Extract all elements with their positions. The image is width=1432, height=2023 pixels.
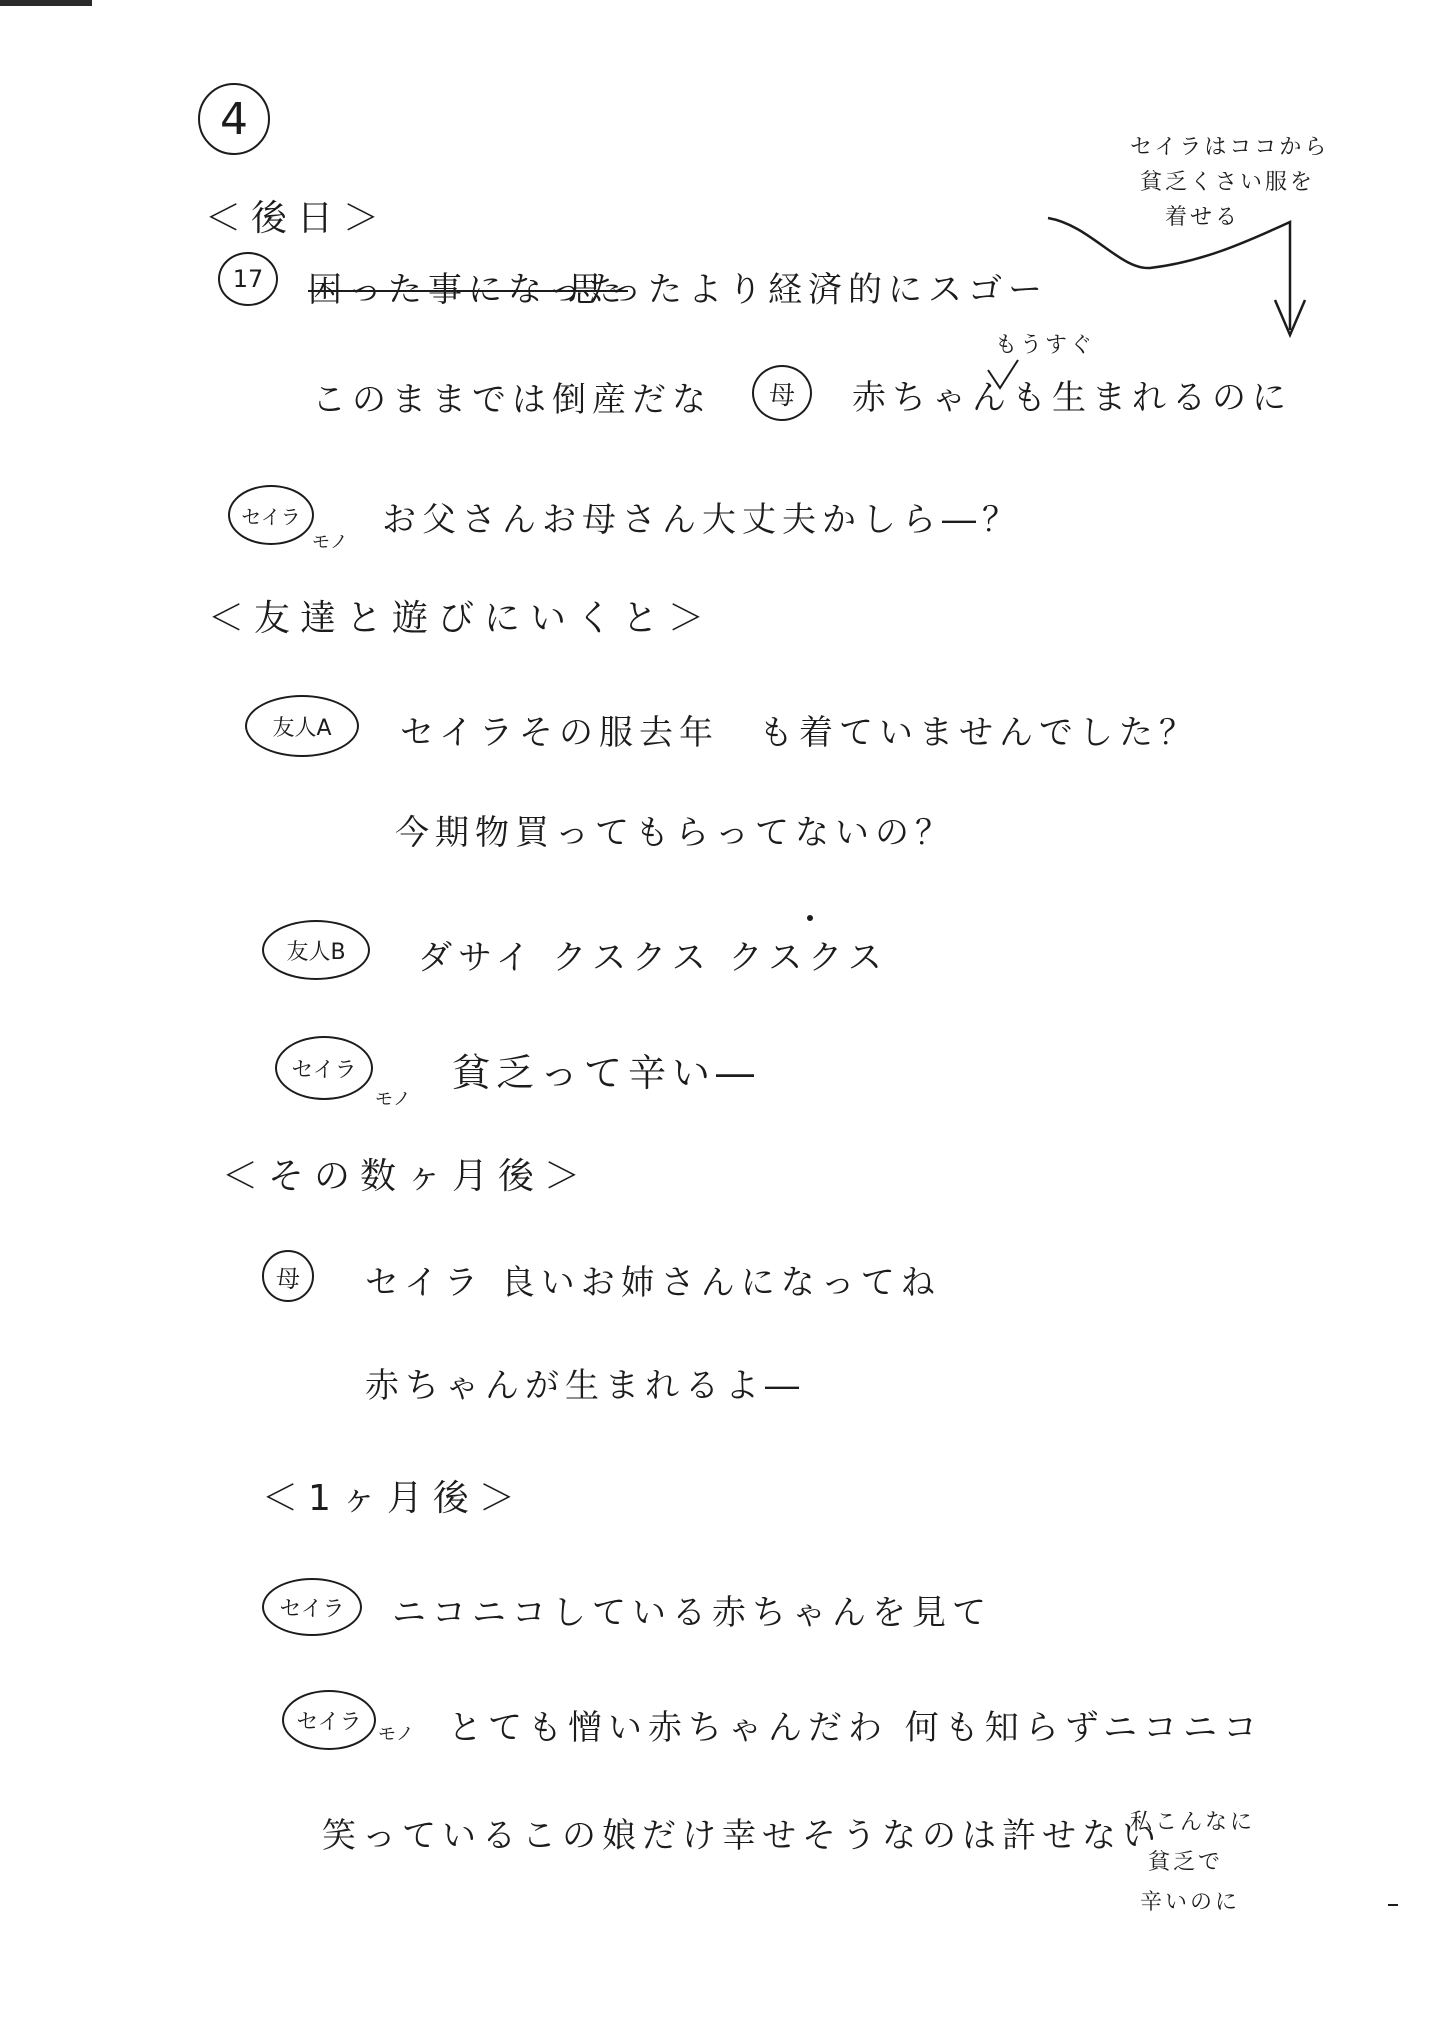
speaker-seira-2: セイラ: [291, 1057, 357, 1083]
monologue-mark-2: モノ: [375, 1089, 411, 1110]
scene2-seira-line: 貧乏って辛い―: [452, 1051, 761, 1095]
speaker-seira: セイラ: [241, 504, 301, 529]
scene1-line1: 思ったより経済的にスゴー: [568, 270, 1048, 310]
speaker-friend-b: 友人B: [286, 939, 346, 965]
section-heading-friends: ＜友達と遊びにいくと＞: [208, 598, 715, 639]
side-note-bottom-line-3: 辛いのに: [1140, 1890, 1241, 1915]
speaker-mother-circle: [752, 365, 812, 421]
page-number-circle: [198, 83, 270, 155]
insert-note: もうすぐ: [995, 333, 1096, 358]
speaker-mother-2: 母: [276, 1264, 300, 1293]
scene-number-circle: [218, 252, 278, 306]
speaker-friend-a: 友人A: [272, 715, 332, 741]
scene1-line2: このままでは倒産だな: [312, 380, 712, 420]
side-note-line-2: 貧乏くさい服を: [1140, 170, 1316, 195]
side-note-arrowhead: [1275, 300, 1305, 335]
section-heading-months-later: ＜その数ヶ月後＞: [222, 1156, 591, 1197]
scene-number: 17: [232, 265, 264, 293]
scene3-mother-line-1: セイラ 良いお姉さんになってね: [365, 1263, 941, 1303]
speaker-friend-a-circle: [245, 695, 359, 757]
speaker-mother: 母: [768, 380, 795, 411]
friend-a-line-2: 今期物買ってもらってないの？: [395, 813, 955, 853]
speaker-seira-3-circle: [262, 1578, 362, 1636]
section-heading-one-month: ＜1ヶ月後＞: [262, 1478, 525, 1519]
stray-dot: [807, 915, 813, 921]
speaker-seira-circle: [228, 485, 314, 545]
scene1-seira-line: お父さんお母さん大丈夫かしら―？: [382, 500, 1022, 540]
scene4-seira-line: ニコニコしている赤ちゃんを見て: [392, 1593, 992, 1633]
speaker-friend-b-circle: [262, 920, 370, 980]
friend-b-line: ダサイ クスクス クスクス: [418, 938, 888, 978]
side-note-line-1: セイラはココから: [1130, 135, 1330, 160]
speaker-seira-4-circle: [282, 1690, 376, 1750]
monologue-mark: モノ: [312, 532, 348, 553]
friend-a-line-1: セイラその服去年 も着ていませんでした？: [400, 713, 1199, 753]
side-note-bottom-line-1: 私こんなに: [1130, 1810, 1256, 1835]
scan-corner-mark: [0, 0, 92, 6]
scene4-seira-line-1: とても憎い赤ちゃんだわ 何も知らずニコニコ: [448, 1708, 1264, 1748]
speaker-seira-4: セイラ: [296, 1709, 362, 1735]
scene3-mother-line-2: 赤ちゃんが生まれるよ―: [365, 1366, 805, 1406]
struck-text: 困った事になった: [308, 270, 628, 310]
scene4-seira-line-2: 笑っているこの娘だけ幸せそうなのは許せない: [322, 1816, 1162, 1856]
section-heading-later: ＜後日＞: [205, 198, 390, 239]
side-note-line-3: 着せる: [1165, 205, 1241, 230]
page-number: 4: [220, 93, 248, 145]
monologue-mark-3: モノ: [378, 1724, 414, 1745]
side-note-bottom-line-2: 貧乏で: [1148, 1850, 1224, 1875]
speaker-mother-2-circle: [262, 1250, 314, 1302]
scene1-mother-line: 赤ちゃんも生まれるのに: [852, 378, 1292, 418]
side-note-arrow: [1048, 218, 1290, 330]
speaker-seira-2-circle: [275, 1036, 373, 1100]
speaker-seira-3: セイラ: [279, 1596, 345, 1622]
